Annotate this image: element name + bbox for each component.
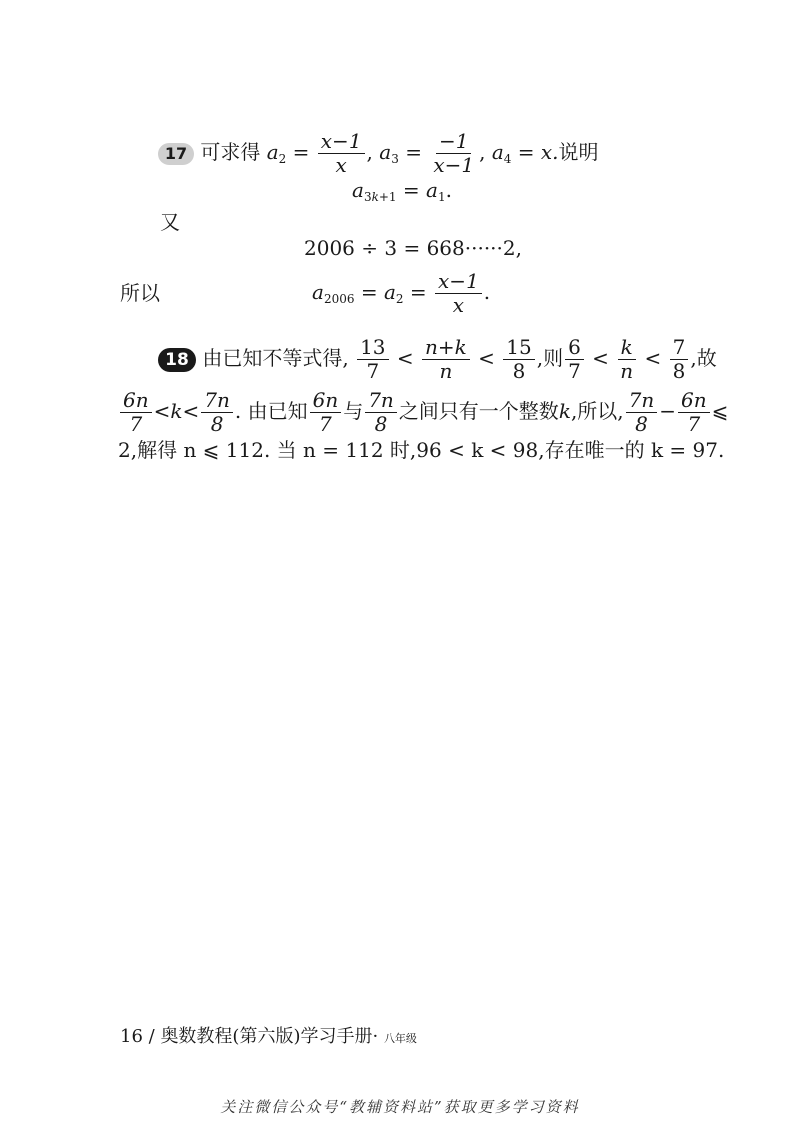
page-footer: [120, 1022, 417, 1048]
fraction-a2: $\frac{x-1}{x}$: [318, 130, 365, 177]
p17-division: 2006 ÷ 3 = 668······2,: [304, 236, 522, 260]
frac-13-7: $\frac{13}{7}$: [357, 336, 388, 383]
frac-7n-8-b: $\frac{7n}{8}$: [365, 389, 397, 436]
problem-18-badge: 18: [158, 348, 196, 372]
frac-6n-7-c: $\frac{6n}{7}$: [678, 389, 710, 436]
problem-17-badge: 17: [158, 143, 194, 165]
p17-suoyi: 所以: [120, 281, 160, 305]
frac-6n-7-b: $\frac{6n}{7}$: [310, 389, 342, 436]
fraction-final: $\frac{x-1}{x}$: [435, 270, 482, 317]
frac-7n-8: $\frac{7n}{8}$: [201, 389, 233, 436]
page-number: 16 /: [120, 1026, 155, 1047]
p17-final: $a_{2006} = a_2$ = $\frac{x-1}{x}$ .: [312, 269, 491, 317]
frac-n-plus-k: $\frac{n+k}{n}$: [422, 336, 470, 383]
grade-label: 八年级: [383, 1032, 417, 1045]
frac-k-n: $\frac{k}{n}$: [617, 336, 636, 383]
p17-you: 又: [160, 210, 180, 234]
p18-line-2: $\frac{6n}{7}$ <k< $\frac{7n}{8}$ . 由已知 $\frac{6n}{7}$ 与 $\frac{7n}{8}$ 之间只有一个整数k,所以, $\frac{7n}{8}$ − $\frac{6n}{7}$ ⩽: [118, 389, 728, 436]
p17-line-1: 17 可求得 $a_2$ = $\frac{x-1}{x}$ , $a_3$ = $\frac{-1}{x-1}$ , $a_4 = x$.说明: [158, 130, 599, 177]
frac-6-7: $\frac{6}{7}$: [565, 336, 584, 383]
frac-6n-7: $\frac{6n}{7}$: [120, 389, 152, 436]
p18-line-1: 18 由已知不等式得, $\frac{13}{7}$ < $\frac{n+k}{n}$ < $\frac{15}{8}$ ,则 $\frac{6}{7}$ < $\frac{k}{n}$ < $\frac{7}{8}$ ,故: [158, 336, 717, 383]
frac-15-8: $\frac{15}{8}$: [503, 336, 534, 383]
p17-intro: 可求得: [200, 140, 261, 164]
p18-line-3: 2,解得 n ⩽ 112. 当 n = 112 时,96 < k < 98,存在唯一的 k = 97.: [118, 438, 725, 462]
frac-7n-8-c: $\frac{7n}{8}$: [626, 389, 658, 436]
p17-periodicity: $a_{3k+1} = a_1$.: [352, 178, 452, 204]
frac-7-8: $\frac{7}{8}$: [670, 336, 689, 383]
p17-tail: 说明: [558, 140, 599, 164]
book-title: 奥数教程(第六版)学习手册·: [160, 1026, 379, 1047]
watermark-text: 关注微信公众号“教辅资料站”获取更多学习资料: [220, 1098, 580, 1116]
fraction-a3: $\frac{-1}{x-1}$: [433, 129, 475, 177]
